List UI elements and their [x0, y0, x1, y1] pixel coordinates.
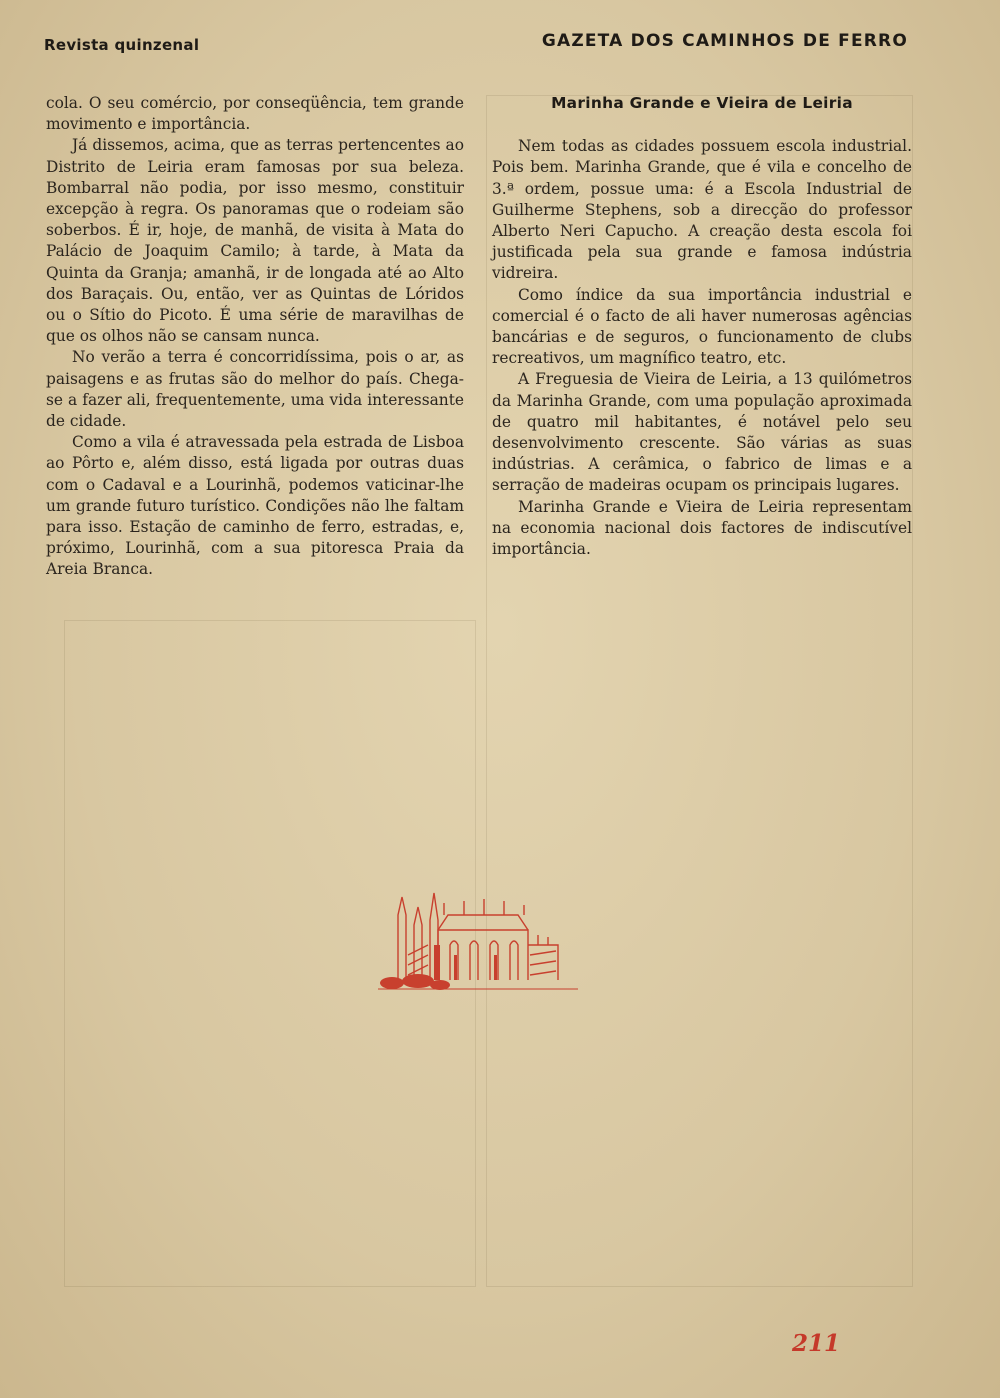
monastery-illustration-icon [378, 885, 578, 995]
section-title: Marinha Grande e Vieira de Leiria [551, 94, 853, 112]
right-paragraph-4: Marinha Grande e Vieira de Leiria representam na economia nacional dois factores de indiscutível importância. [492, 497, 912, 559]
right-paragraph-1: Nem todas as cidades possuem escola industrial. Pois bem. Marinha Grande, que é vila e concelho de 3.ª ordem, possue uma: é a Escola Industrial de Guilherme Stephens, sob a direcção do professor Alberto Neri Capucho. A creação desta escola foi justificada pela sua grande e famosa indústria vidreira. [492, 137, 912, 283]
left-paragraph-4: Como a vila é atravessada pela estrada de Lisboa ao Pôrto e, além disso, está ligada por outras duas com o Cadaval e a Lourinhã, podemos vaticinar-lhe um grande futuro turístico. Condições não lhe faltam para isso. Estação de caminho de ferro, estradas, e, próximo, Lourinhã, com a sua pitoresca Praia da Areia Branca. [46, 433, 464, 579]
left-column [46, 93, 464, 581]
header-right: GAZETA DOS CAMINHOS DE FERRO [541, 31, 908, 51]
header-left: Revista quinzenal [44, 36, 200, 54]
right-paragraph-3: A Freguesia de Vieira de Leiria, a 13 quilómetros da Marinha Grande, com uma população aproximada de quatro mil habitantes, é notável pelo seu desenvolvimento crescente. São várias as suas indústrias. A cerâmica, o fabrico de limas e a serração de madeiras ocupam os principais lugares. [492, 370, 912, 495]
left-paragraph-3: No verão a terra é concorridíssima, pois o ar, as paisagens e as frutas são do melhor do país. Chega-se a fazer ali, frequentemente, uma vida interessante de cidade. [46, 348, 464, 431]
left-paragraph-2: Já dissemos, acima, que as terras pertencentes ao Distrito de Leiria eram famosas por sua beleza. Bombarral não podia, por isso mesmo, constituir excepção à regra. Os panoramas que o rodeiam são soberbos. É ir, hoje, de manhã, de visita à Mata do Palácio de Joaquim Camilo; à tarde, à Mata da Quinta da Granja; amanhã, ir de longada até ao Alto dos Baraçais. Ou, então, ver as Quintas de Lóridos ou o Sítio do Picoto. É uma série de maravilhas de que os olhos não se cansam nunca. [46, 136, 464, 346]
right-paragraph-2: Como índice da sua importância industrial e comercial é o facto de ali haver numerosas agências bancárias e de seguros, o funcionamento de clubs recreativos, um magnífico teatro, etc. [492, 285, 912, 368]
left-paragraph-1: cola. O seu comércio, por conseqüência, tem grande movimento e importância. [46, 94, 464, 134]
page-number: 211 [792, 1330, 841, 1357]
right-column [492, 93, 912, 560]
